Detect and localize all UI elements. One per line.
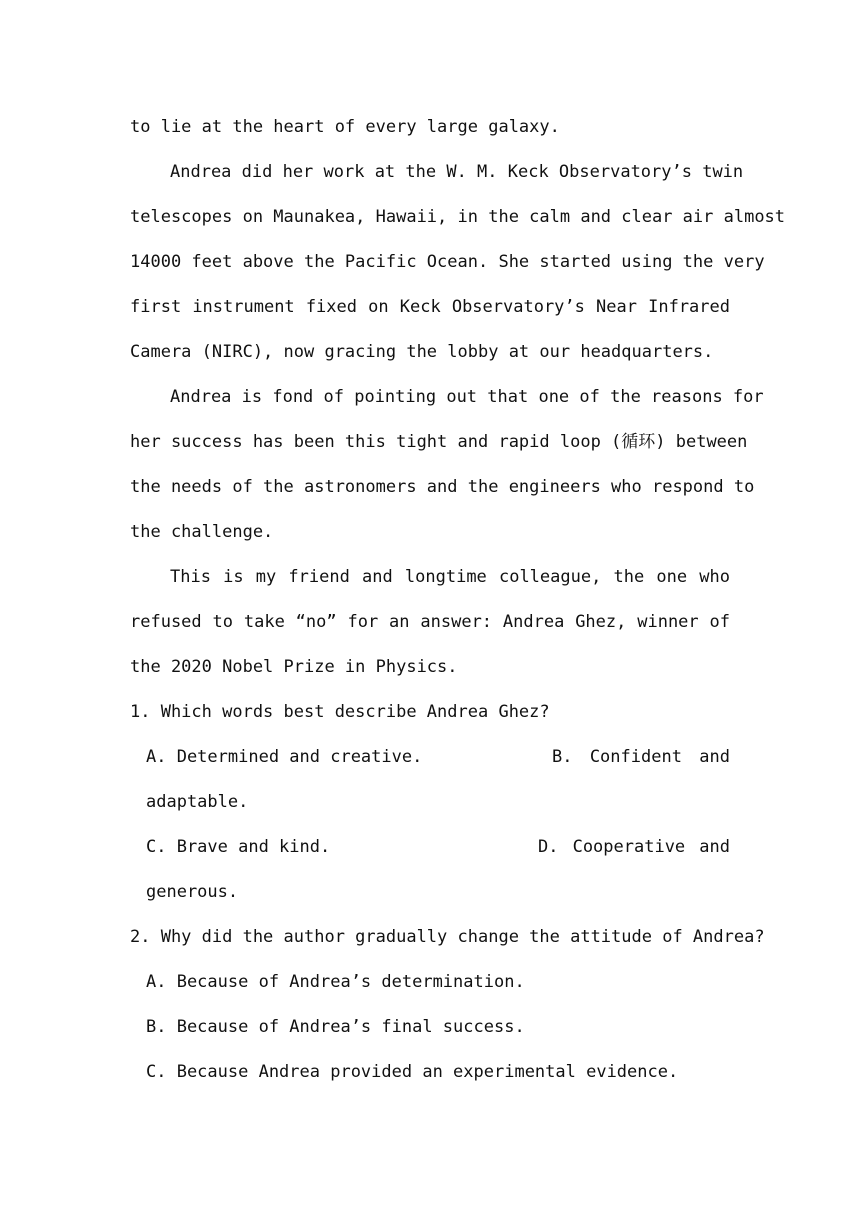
question-1-options-row-1 xyxy=(146,742,730,772)
passage-line: to lie at the heart of every large galaxy. xyxy=(130,117,560,137)
passage-line: Andrea is fond of pointing out that one of the reasons for xyxy=(170,387,764,407)
question-2-option-c: C. Because Andrea provided an experimental evidence. xyxy=(146,1062,679,1082)
question-1-option-b: B. Confident and xyxy=(552,747,730,767)
passage-line: the challenge. xyxy=(130,522,274,542)
passage-line: first instrument fixed on Keck Observatory’s Near Infrared xyxy=(130,297,730,317)
passage-line: Camera (NIRC), now gracing the lobby at our headquarters. xyxy=(130,342,714,362)
question-1-option-d: D. Cooperative and xyxy=(538,837,730,857)
passage-line: the needs of the astronomers and the engineers who respond to xyxy=(130,477,755,497)
passage-line: Andrea did her work at the W. M. Keck Observatory’s twin xyxy=(170,162,744,182)
passage-line: telescopes on Maunakea, Hawaii, in the calm and clear air almost xyxy=(130,207,786,227)
passage-line: This is my friend and longtime colleague, the one who xyxy=(170,567,730,587)
question-1-option-a: A. Determined and creative. xyxy=(146,747,423,767)
question-1-options-row-2 xyxy=(146,832,730,862)
passage-line: the 2020 Nobel Prize in Physics. xyxy=(130,657,458,677)
question-1-option-d-wrap: generous. xyxy=(146,882,239,902)
question-1-option-c: C. Brave and kind. xyxy=(146,837,331,857)
passage-line: 14000 feet above the Pacific Ocean. She started using the very xyxy=(130,252,765,272)
passage-line: her success has been this tight and rapid loop (循环) between xyxy=(130,432,748,452)
question-1-stem: 1. Which words best describe Andrea Ghez? xyxy=(130,702,550,722)
question-2-option-b: B. Because of Andrea’s final success. xyxy=(146,1017,525,1037)
question-2-stem: 2. Why did the author gradually change the attitude of Andrea? xyxy=(130,927,765,947)
question-2-option-a: A. Because of Andrea’s determination. xyxy=(146,972,525,992)
passage-line: refused to take “no” for an answer: Andrea Ghez, winner of xyxy=(130,612,730,632)
question-1-option-b-wrap: adaptable. xyxy=(146,792,249,812)
